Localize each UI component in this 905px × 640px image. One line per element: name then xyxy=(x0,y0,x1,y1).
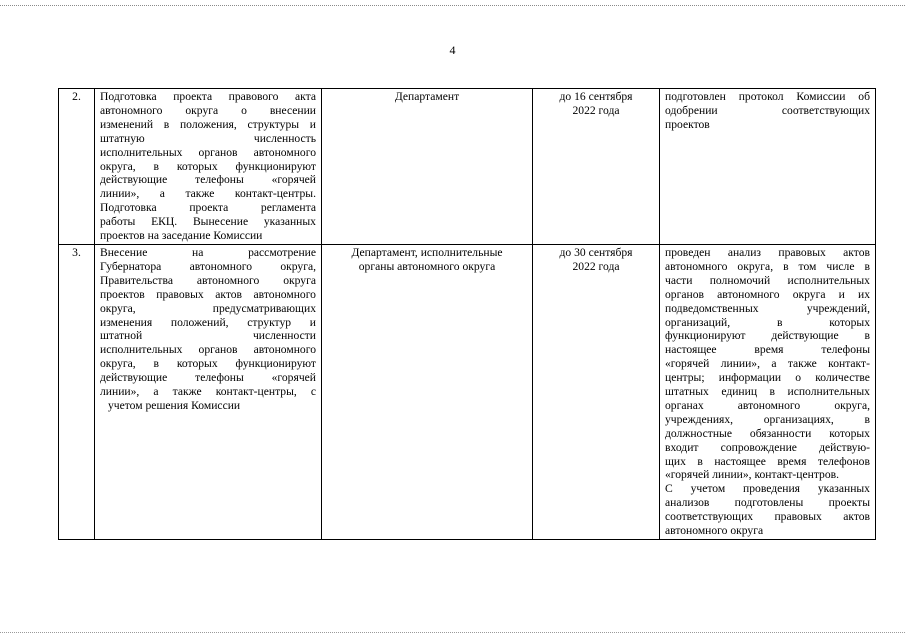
text-line: автономного округа, в том числе в xyxy=(665,259,870,273)
text-line: Подготовка проекта регламента xyxy=(100,201,316,215)
text-line: центры; информации о количестве xyxy=(665,371,870,385)
text-line: изменения положений, структур и xyxy=(100,315,316,329)
action-cell xyxy=(95,89,322,245)
text-line: линии», а также контакт-центры, с xyxy=(100,385,316,399)
text-line: должностные обязанности которых xyxy=(665,426,870,440)
action-cell xyxy=(95,244,322,539)
deadline-cell xyxy=(533,244,660,539)
responsible-line: органы автономного округа xyxy=(358,259,496,273)
text-line: подготовлен протокол Комиссии об xyxy=(665,90,870,103)
responsible-cell: Департамент xyxy=(322,89,533,245)
text-line: штатных единиц в исполнительных xyxy=(665,385,870,399)
table-row xyxy=(59,89,876,245)
text-line: проектов xyxy=(665,117,710,131)
responsible-cell xyxy=(322,244,533,539)
text-line: органах автономного округа, xyxy=(665,398,870,412)
text-line: линии», а также контакт-центры. xyxy=(100,187,316,201)
text-line: «горячей линии», контакт-центров. xyxy=(665,468,840,482)
row-number: 3. xyxy=(59,244,95,539)
result-cell xyxy=(660,89,876,245)
text-line: «горячей линии», а также контакт- xyxy=(665,357,870,371)
text-line: автономного округа о внесении xyxy=(100,103,316,117)
text-line: работы ЕКЦ. Вынесение указанных xyxy=(100,215,316,229)
text-line: проведен анализ правовых актов xyxy=(665,245,870,259)
text-line: Внесение на рассмотрение xyxy=(100,245,316,259)
text-line: проектов на заседание Комиссии xyxy=(100,229,263,243)
text-line: щих в настоящее время телефонов xyxy=(665,454,870,468)
text-line: функционируют действующие в xyxy=(665,329,870,343)
text-line: одобрении соответствующих xyxy=(665,103,870,117)
scan-edge-top xyxy=(0,5,905,6)
deadline-line: 2022 года xyxy=(572,259,620,273)
text-line: изменений в положения, структуры и xyxy=(100,117,316,131)
text-line: округа, в которых функционируют xyxy=(100,357,316,371)
deadline-line: до 16 сентября xyxy=(559,90,633,103)
deadline-line: до 30 сентября xyxy=(559,245,633,259)
text-line: исполнительных органов автономного xyxy=(100,145,316,159)
text-line: соответствующих правовых актов xyxy=(665,510,870,524)
table-row xyxy=(59,244,876,539)
text-line: учреждениях, организациях, в xyxy=(665,412,870,426)
text-line: действующие телефоны «горячей xyxy=(100,371,316,385)
text-line: автономного округа xyxy=(665,524,764,538)
text-line: С учетом проведения указанных xyxy=(665,482,870,496)
deadline-cell xyxy=(533,89,660,245)
text-line: штатной численности xyxy=(100,329,316,343)
plan-table xyxy=(58,88,876,540)
text-line: организаций, в которых xyxy=(665,315,870,329)
text-line: настоящее время телефоны xyxy=(665,343,870,357)
page-number: 4 xyxy=(449,43,456,57)
text-line: штатную численность xyxy=(100,131,316,145)
text-line: части полномочий исполнительных xyxy=(665,273,870,287)
text-line: округа, в которых функционируют xyxy=(100,159,316,173)
responsible-line: Департамент, исполнительные xyxy=(351,245,503,259)
text-line: действующие телефоны «горячей xyxy=(100,173,316,187)
deadline-line: 2022 года xyxy=(572,103,620,117)
text-line: органов автономного округа и их xyxy=(665,287,870,301)
row-number: 2. xyxy=(59,89,95,245)
text-line: подведомственных учреждений, xyxy=(665,301,870,315)
text-line: Губернатора автономного округа, xyxy=(100,259,316,273)
text-line: учетом решения Комиссии xyxy=(108,398,241,412)
text-line: исполнительных органов автономного xyxy=(100,343,316,357)
text-line: Подготовка проекта правового акта xyxy=(100,90,316,103)
text-line: округа, предусматривающих xyxy=(100,301,316,315)
result-cell xyxy=(660,244,876,539)
text-line: анализов подготовлены проекты xyxy=(665,496,870,510)
text-line: проектов правовых актов автономного xyxy=(100,287,316,301)
text-line: Правительства автономного округа xyxy=(100,273,316,287)
scan-edge-bottom xyxy=(0,632,905,633)
text-line: входит сопровождение действую- xyxy=(665,440,870,454)
